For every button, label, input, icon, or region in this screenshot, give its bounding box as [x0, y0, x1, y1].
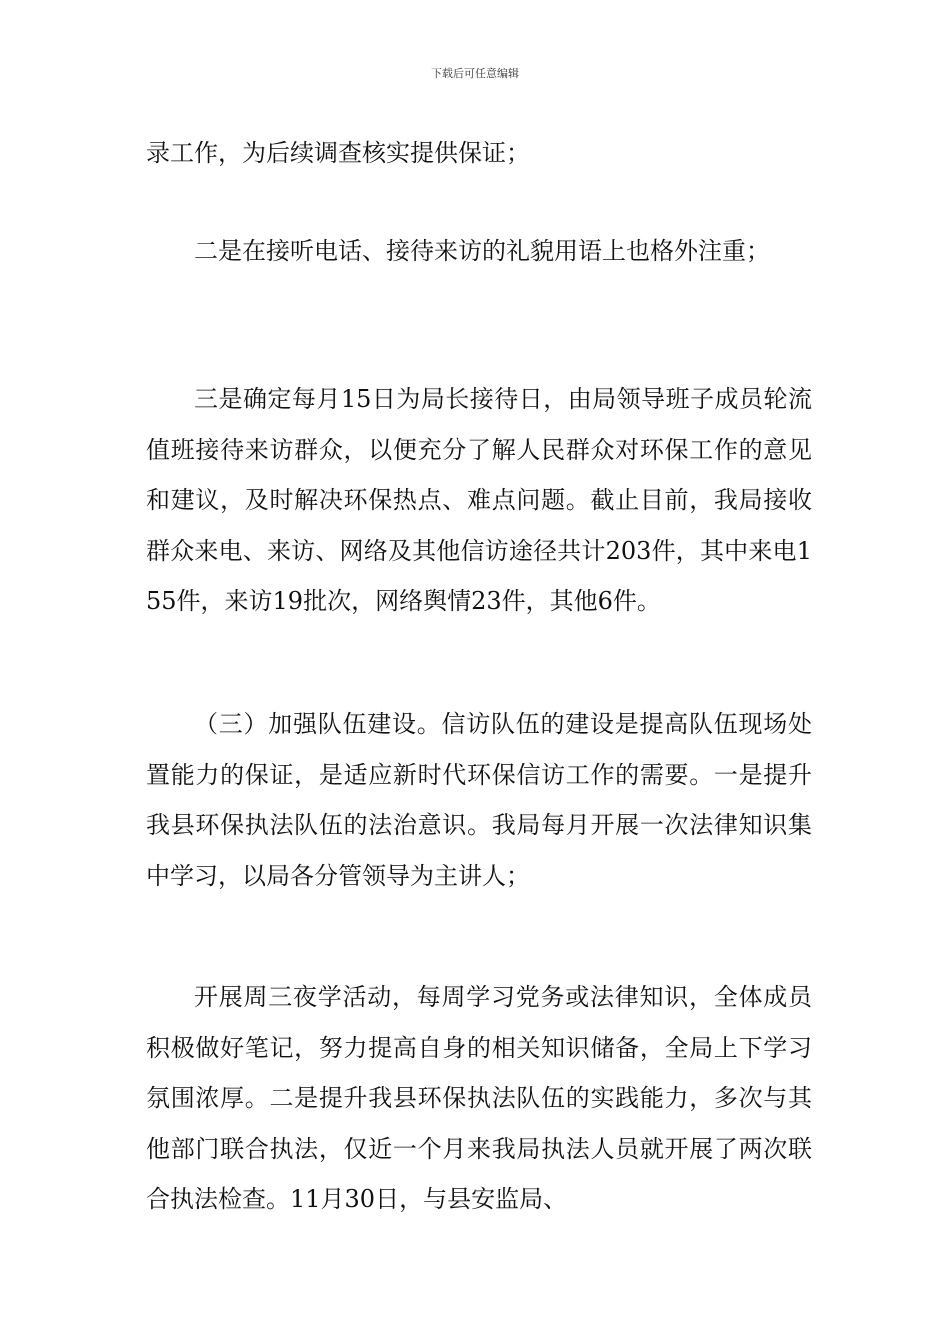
paragraph-point-two: 二是在接听电话、接待来访的礼貌用语上也格外注重；: [194, 237, 770, 265]
paragraph-team-building: （三）加强队伍建设。信访队伍的建设是提高队伍现场处置能力的保证，是适应新时代环保信访工作的需要。一是提升我县环保执法队伍的法治意识。我局每月开展一次法律知识集中学习，以局各分管领导为主讲人；: [146, 710, 812, 890]
paragraph-continuation: 录工作，为后续调查核实提供保证；: [146, 139, 530, 167]
paragraph-study-activities: 开展周三夜学活动，每周学习党务或法律知识，全体成员积极做好笔记，努力提高自身的相关知识储备，全局上下学习氛围浓厚。二是提升我县环保执法队伍的实践能力，多次与其他部门联合执法，仅近一个月来我局执法人员就开展了两次联合执法检查。11月30日，与县安监局、: [146, 983, 812, 1213]
paragraph-point-three: 三是确定每月15日为局长接待日，由局领导班子成员轮流值班接待来访群众，以便充分了解人民群众对环保工作的意见和建议，及时解决环保热点、难点问题。截止目前，我局接收群众来电、来访、网络及其他信访途径共计203件，其中来电155件，来访19批次，网络舆情23件，其他6件。: [146, 385, 812, 615]
header-note: 下载后可任意编辑: [431, 67, 519, 80]
